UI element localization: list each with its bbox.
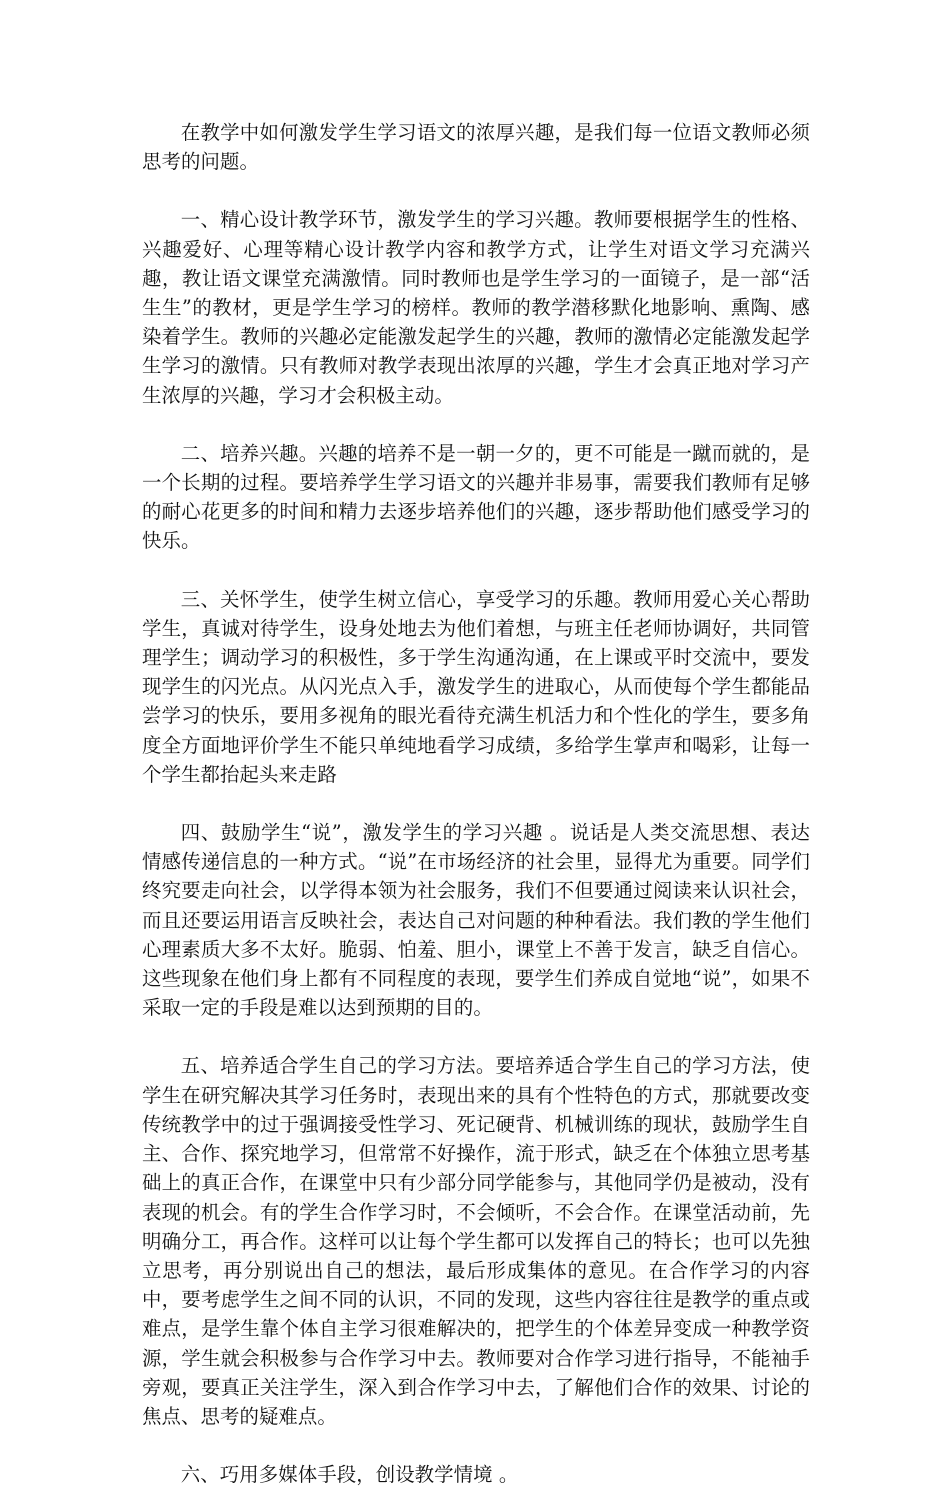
section-1-paragraph: 一、精心设计教学环节，激发学生的学习兴趣。教师要根据学生的性格、兴趣爱好、心理等精心设计教学内容和教学方式，让学生对语文学习充满兴趣，教让语文课堂充满激情。同时教师也是学生学习的一面镜子，是一部“活生生”的教材，更是学生学习的榜样。教师的教学潜移默化地影响、熏陶、感染着学生。教师的兴趣必定能激发起学生的兴趣，教师的激情必定能激发起学生学习的激情。只有教师对教学表现出浓厚的兴趣，学生才会真正地对学习产生浓厚的兴趣，学习才会积极主动。 xyxy=(142,208,810,407)
section-4-paragraph: 四、鼓励学生“说”，激发学生的学习兴趣 。说话是人类交流思想、表达情感传递信息的一种方式。“说”在市场经济的社会里，显得尤为重要。同学们终究要走向社会，以学得本领为社会服务，我们不但要通过阅读来认识社会，而且还要运用语言反映社会，表达自己对问题的种种看法。我们教的学生他们心理素质大多不太好。脆弱、怕羞、胆小，课堂上不善于发言，缺乏自信心。这些现象在他们身上都有不同程度的表现，要学生们养成自觉地“说”，如果不采取一定的手段是难以达到预期的目的。 xyxy=(142,821,810,1020)
section-5-paragraph: 五、培养适合学生自己的学习方法。要培养适合学生自己的学习方法，使学生在研究解决其学习任务时，表现出来的具有个性特色的方式，那就要改变传统教学中的过于强调接受性学习、死记硬背、机械训练的现状，鼓励学生自主、合作、探究地学习，但常常不好操作，流于形式，缺乏在个体独立思考基础上的真正合作，在课堂中只有少部分同学能参与，其他同学仍是被动，没有表现的机会。有的学生合作学习时，不会倾听，不会合作。在课堂活动前，先明确分工，再合作。这样可以让每个学生都可以发挥自己的特长；也可以先独立思考，再分别说出自己的想法，最后形成集体的意见。在合作学习的内容中，要考虑学生之间不同的认识，不同的发现，这些内容往往是教学的重点或难点，是学生靠个体自主学习很难解决的，把学生的个体差异变成一种教学资源，学生就会积极参与合作学习中去。教师要对合作学习进行指导，不能袖手旁观，要真正关注学生，深入到合作学习中去，了解他们合作的效果、讨论的焦点、思考的疑难点。 xyxy=(142,1054,810,1428)
document-body xyxy=(142,118,810,1489)
intro-paragraph: 在教学中如何激发学生学习语文的浓厚兴趣，是我们每一位语文教师必须思考的问题。 xyxy=(142,121,810,174)
section-3-paragraph: 三、关怀学生，使学生树立信心，享受学习的乐趣。教师用爱心关心帮助学生，真诚对待学生，设身处地去为他们着想，与班主任老师协调好，共同管理学生；调动学习的积极性，多于学生沟通沟通，在上课或平时交流中，要发现学生的闪光点。从闪光点入手，激发学生的进取心，从而使每个学生都能品尝学习的快乐，要用多视角的眼光看待充满生机活力和个性化的学生，要多角度全方面地评价学生不能只单纯地看学习成绩，多给学生掌声和喝彩，让每一个学生都抬起头来走路 xyxy=(142,587,810,786)
section-2-paragraph: 二、培养兴趣。兴趣的培养不是一朝一夕的，更不可能是一蹴而就的，是一个长期的过程。要培养学生学习语文的兴趣并非易事，需要我们教师有足够的耐心花更多的时间和精力去逐步培养他们的兴趣，逐步帮助他们感受学习的快乐。 xyxy=(142,441,810,553)
section-6-paragraph: 六、巧用多媒体手段，创设教学情境 。 xyxy=(180,1463,519,1487)
